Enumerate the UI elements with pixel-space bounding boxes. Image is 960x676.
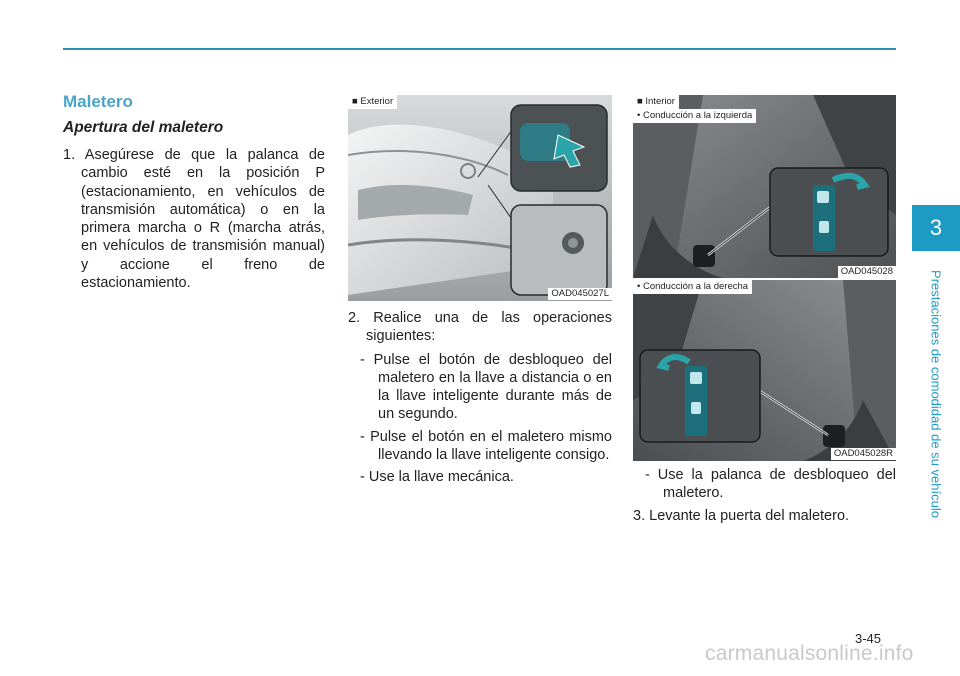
figure-exterior — [348, 95, 612, 301]
step-2 — [348, 309, 612, 346]
chapter-number: 3 — [929, 215, 943, 240]
watermark: carmanualsonline.info — [705, 642, 914, 665]
step-1-number: 1. — [63, 147, 76, 163]
right-column-text — [633, 466, 896, 525]
figure-rhd-label: • Conducción a la derecha — [633, 280, 752, 294]
step-1-text: Asegúrese de que la palanca de cambio esté en la posición P (estacionamiento, en vehículos de transmisión automática) o en la primera marcha o R (marcha atrás, en vehículos de transmisión manual) y accione el freno de estacionamiento. — [81, 147, 325, 292]
figure-exterior-code: OAD045027L — [548, 288, 612, 300]
middle-column-text — [348, 309, 612, 491]
figure-lhd-code: OAD045028 — [838, 266, 896, 278]
step-2-option: - Use la llave mecánica. — [360, 469, 514, 486]
page-number: 3-45 — [855, 631, 882, 646]
figure-interior-rhd — [633, 280, 896, 461]
step-2-option: - Pulse el botón en el maletero mismo llevando la llave inteligente consigo. — [360, 428, 612, 464]
figure-interior-label: ■ Interior — [633, 95, 679, 109]
step-3-text: Levante la puerta del maletero. — [649, 507, 850, 524]
step-3 — [633, 507, 896, 525]
step-3-number: 3. — [633, 507, 646, 524]
step-2-option: - Pulse el botón de desbloqueo del maletero en la llave a distancia o en la llave inteligente durante más de un segundo. — [360, 351, 612, 423]
figure-interior-lhd — [633, 95, 896, 278]
section-subheading: Apertura del maletero — [63, 119, 224, 136]
figure-rhd-code: OAD045028R — [831, 448, 896, 460]
interior-rhd-illustration — [633, 280, 896, 461]
interior-lever-option: - Use la palanca de desbloqueo del maletero. — [645, 467, 896, 502]
step-1 — [63, 146, 325, 292]
chapter-number-tab — [912, 205, 960, 251]
figure-lhd-label: • Conducción a la izquierda — [633, 109, 756, 123]
chapter-title: Prestaciones de comodidad de su vehículo — [928, 270, 944, 518]
step-2-number: 2. — [348, 310, 361, 326]
header-rule — [63, 48, 896, 50]
section-heading: Maletero — [63, 92, 133, 111]
exterior-car-illustration — [348, 95, 612, 301]
figure-exterior-label: ■ Exterior — [348, 95, 397, 109]
chapter-title-vertical — [903, 258, 960, 530]
left-column-text — [63, 146, 325, 292]
step-2-text: Realice una de las operaciones siguientes: — [366, 310, 612, 345]
